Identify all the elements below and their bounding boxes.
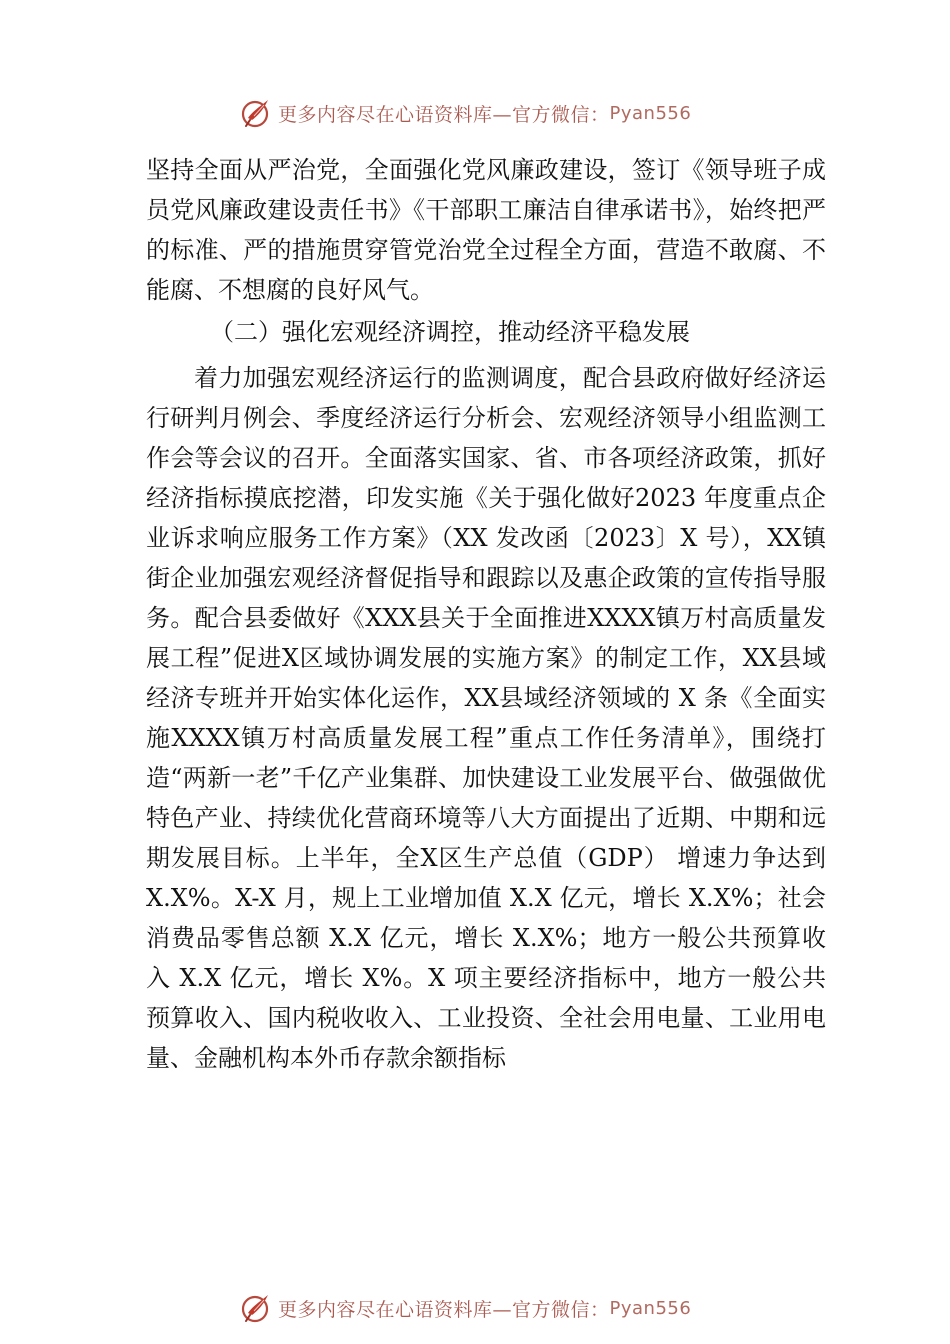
section-heading-2: （二）强化宏观经济调控，推动经济平稳发展: [210, 318, 690, 346]
watermark-text: 更多内容尽在心语资料库—官方微信：: [278, 1298, 610, 1321]
paragraph-macro-economy: 着力加强宏观经济运行的监测调度，配合县政府做好经济运行研判月例会、季度经济运行分析会、宏观经济领导小组监测工作会等会议的召开。全面落实国家、省、市各项经济政策，抓好经济指标摸底挖潜，印发实施《关于强化做好2023 年度重点企业诉求响应服务工作方案》（XX 发改函〔2023〕X 号），XX镇街企业加强宏观经济督促指导和跟踪以及惠企政策的宣传指导服务。配合县委做好《XXX县关于全面推进XXXX镇万村高质量发展工程”促进X区域协调发展的实施方案》的制定工作，XX县域经济专班并开始实体化运作，XX县域经济领域的 X 条《全面实施XXXX镇万村高质量发展工程”重点工作任务清单》，围绕打造“两新一老”千亿产业集群、加快建设工业发展平台、做强做优特色产业、持续优化营商环境等八大方面提出了近期、中期和远期发展目标。上半年，全X区生产总值（GDP） 增速力争达到 X.X%。X-X 月，规上工业增加值 X.X 亿元，增长 X.X%；社会消费品零售总额 X.X 亿元，增长 X.X%；地方一般公共预算收入 X.X 亿元，增长 X%。X 项主要经济指标中，地方一般公共预算收入、国内税收收入、工业投资、全社会用电量、工业用电量、金融机构本外币存款余额指标: [146, 364, 826, 1072]
watermark-wechat-id: Pyan556: [609, 1297, 692, 1319]
footer-watermark: [240, 1290, 760, 1326]
watermark-text: 更多内容尽在心语资料库—官方微信：: [278, 103, 610, 126]
header-watermark: [240, 95, 760, 131]
quill-pen-logo-icon: [240, 1291, 274, 1325]
document-body: [146, 150, 826, 1078]
watermark-wechat-id: Pyan556: [609, 102, 692, 124]
paragraph-party-conduct: 坚持全面从严治党，全面强化党风廉政建设，签订《领导班子成员党风廉政建设责任书》《干部职工廉洁自律承诺书》，始终把严的标准、严的措施贯穿管党治党全过程全方面，营造不敢腐、不能腐、不想腐的良好风气。: [146, 156, 826, 304]
quill-pen-logo-icon: [240, 96, 274, 130]
